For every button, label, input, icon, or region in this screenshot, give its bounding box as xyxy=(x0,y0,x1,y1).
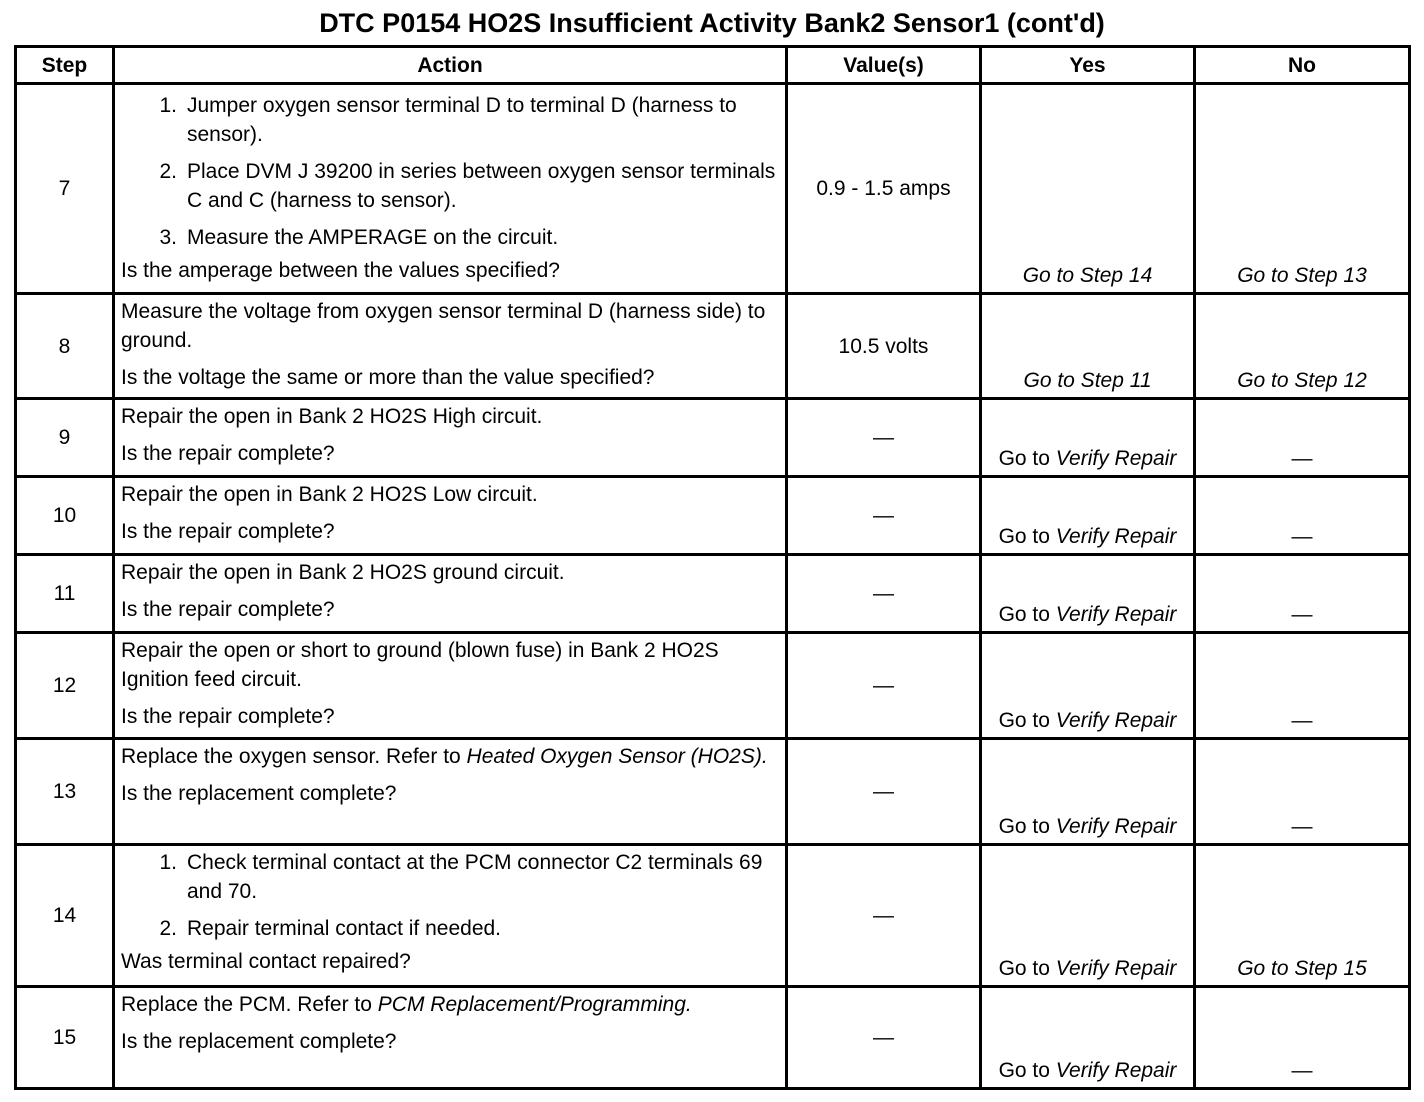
yes-prefix: Go to xyxy=(998,957,1050,980)
no-cell: — xyxy=(1195,633,1410,739)
action-question: Was terminal contact repaired? xyxy=(121,950,411,973)
yes-prefix: Go to xyxy=(998,447,1050,470)
action-cell xyxy=(114,845,787,987)
step-number: 7 xyxy=(16,84,114,294)
step-number: 9 xyxy=(16,399,114,477)
no-cell: — xyxy=(1195,739,1410,845)
value-cell: — xyxy=(787,987,981,1089)
action-question: Is the repair complete? xyxy=(121,520,335,543)
action-text: Repair the open in Bank 2 HO2S ground circuit. xyxy=(121,561,565,584)
step-number: 12 xyxy=(16,633,114,739)
step-number: 8 xyxy=(16,294,114,399)
table-row xyxy=(16,739,1410,845)
list-item xyxy=(121,848,779,906)
no-cell: — xyxy=(1195,399,1410,477)
yes-link-text: Verify Repair xyxy=(1055,525,1177,548)
list-item xyxy=(121,157,779,215)
action-text: Repair the open or short to ground (blown fuse) in Bank 2 HO2S Ignition feed circuit. xyxy=(121,639,719,691)
no-cell: — xyxy=(1195,987,1410,1089)
table-row xyxy=(16,477,1410,555)
action-text-prefix: Replace the oxygen sensor. Refer to xyxy=(121,745,461,768)
yes-prefix: Go to xyxy=(998,815,1050,838)
list-text: Place DVM J 39200 in series between oxygen sensor terminals C and C (harness to sensor). xyxy=(187,160,776,212)
yes-cell xyxy=(981,399,1195,477)
header-row xyxy=(16,47,1410,84)
list-item xyxy=(121,91,779,149)
header-step: Step xyxy=(16,47,114,84)
yes-cell xyxy=(981,845,1195,987)
value-cell: 0.9 - 1.5 amps xyxy=(787,84,981,294)
step-number: 15 xyxy=(16,987,114,1089)
action-cell xyxy=(114,399,787,477)
action-cell xyxy=(114,294,787,399)
yes-prefix: Go to xyxy=(998,709,1050,732)
action-question: Is the replacement complete? xyxy=(121,1030,397,1053)
table-row xyxy=(16,84,1410,294)
header-yes: Yes xyxy=(981,47,1195,84)
no-cell: Go to Step 13 xyxy=(1195,84,1410,294)
yes-link-text: Verify Repair xyxy=(1055,447,1177,470)
value-cell: — xyxy=(787,477,981,555)
no-cell: — xyxy=(1195,477,1410,555)
yes-link-text: Verify Repair xyxy=(1055,603,1177,626)
action-question: Is the voltage the same or more than the value specified? xyxy=(121,366,655,389)
list-item xyxy=(121,223,779,252)
list-text: Repair terminal contact if needed. xyxy=(187,917,502,940)
yes-cell xyxy=(981,987,1195,1089)
step-number: 13 xyxy=(16,739,114,845)
action-text xyxy=(121,990,779,1019)
list-number: 2. xyxy=(159,917,177,940)
action-question: Is the repair complete? xyxy=(121,705,335,728)
list-number: 2. xyxy=(159,160,177,183)
yes-cell xyxy=(981,477,1195,555)
step-number: 14 xyxy=(16,845,114,987)
value-cell: — xyxy=(787,739,981,845)
action-question: Is the repair complete? xyxy=(121,442,335,465)
header-no: No xyxy=(1195,47,1410,84)
table-row xyxy=(16,555,1410,633)
action-cell xyxy=(114,987,787,1089)
value-cell: — xyxy=(787,399,981,477)
yes-prefix: Go to xyxy=(998,1059,1050,1082)
table-row xyxy=(16,399,1410,477)
list-text: Jumper oxygen sensor terminal D to terminal D (harness to sensor). xyxy=(187,94,737,146)
action-text xyxy=(121,742,779,771)
no-cell: — xyxy=(1195,555,1410,633)
list-text: Measure the AMPERAGE on the circuit. xyxy=(187,226,559,249)
action-question: Is the repair complete? xyxy=(121,598,335,621)
action-text: Measure the voltage from oxygen sensor terminal D (harness side) to ground. xyxy=(121,300,766,352)
value-cell: 10.5 volts xyxy=(787,294,981,399)
yes-link-text: Verify Repair xyxy=(1055,1059,1177,1082)
header-values: Value(s) xyxy=(787,47,981,84)
step-number: 10 xyxy=(16,477,114,555)
action-question: Is the amperage between the values specified? xyxy=(121,259,560,282)
yes-cell: Go to Step 14 xyxy=(981,84,1195,294)
list-number: 3. xyxy=(159,226,177,249)
no-cell: Go to Step 12 xyxy=(1195,294,1410,399)
yes-prefix: Go to xyxy=(998,603,1050,626)
header-action: Action xyxy=(114,47,787,84)
step-number: 11 xyxy=(16,555,114,633)
action-question: Is the replacement complete? xyxy=(121,782,397,805)
table-row xyxy=(16,845,1410,987)
table-row xyxy=(16,987,1410,1089)
yes-prefix: Go to xyxy=(998,525,1050,548)
list-number: 1. xyxy=(159,94,177,117)
yes-link-text: Verify Repair xyxy=(1055,709,1177,732)
list-number: 1. xyxy=(159,851,177,874)
table-row xyxy=(16,633,1410,739)
yes-cell: Go to Step 11 xyxy=(981,294,1195,399)
action-text: Repair the open in Bank 2 HO2S Low circuit. xyxy=(121,483,538,506)
action-cell xyxy=(114,739,787,845)
action-cell xyxy=(114,633,787,739)
value-cell: — xyxy=(787,845,981,987)
action-reference: PCM Replacement/Programming. xyxy=(377,993,692,1016)
action-text-prefix: Replace the PCM. Refer to xyxy=(121,993,372,1016)
page-title: DTC P0154 HO2S Insufficient Activity Bank2 Sensor1 (cont'd) xyxy=(319,8,1105,38)
value-cell: — xyxy=(787,555,981,633)
yes-cell xyxy=(981,739,1195,845)
action-cell xyxy=(114,84,787,294)
yes-link-text: Verify Repair xyxy=(1055,815,1177,838)
table-row xyxy=(16,294,1410,399)
action-cell xyxy=(114,477,787,555)
no-cell: Go to Step 15 xyxy=(1195,845,1410,987)
value-cell: — xyxy=(787,633,981,739)
yes-link-text: Verify Repair xyxy=(1055,957,1177,980)
dtc-table xyxy=(14,45,1411,1090)
action-reference: Heated Oxygen Sensor (HO2S). xyxy=(466,745,768,768)
list-item xyxy=(121,914,779,943)
yes-cell xyxy=(981,555,1195,633)
action-cell xyxy=(114,555,787,633)
yes-cell xyxy=(981,633,1195,739)
list-text: Check terminal contact at the PCM connector C2 terminals 69 and 70. xyxy=(187,851,763,903)
action-text: Repair the open in Bank 2 HO2S High circuit. xyxy=(121,405,543,428)
